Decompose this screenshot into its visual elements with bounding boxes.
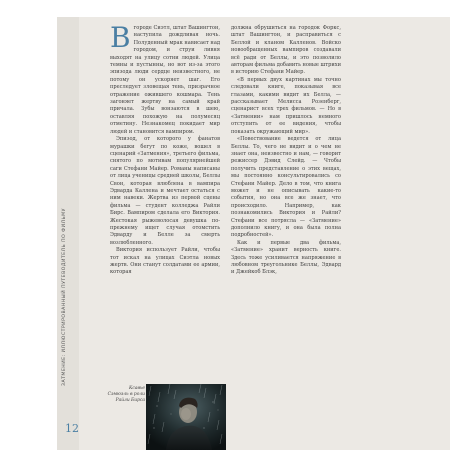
article-column-left: [110, 21, 220, 277]
paragraph-text: городе Сиэтл, штат Вашингтон, наступила дождливая ночь. Полуденный мрак нависает над городом, и струи ливня выходят на улицу сотни людей. Улица темны и пустынны, но вот из-за этого эпизода люди сердце неизвестного, не потому он ускоряет шаг. Его преследует зловещая тень, призрачное отражение ожившего кошмара. Тень загоняет жертву на самый край причала. Зубы вонзаются в шею, оставляя похожую на полумесяц отметину. Незнакомец покидает мир людей и становится вампиром.: [110, 25, 220, 135]
paragraph: «Повествование ведется от лица Беллы. То, чего не видит и о чем не знает она, неизвестно и нам, — говорит режиссер Дэвид Слейд. — Чтобы получить представление о этих вещах, мы постоянно консультировались со Стефани Майер. Дело в том, что книга может и не описывать какие-то события, но она все же знает, что происходило. Например, как познакомились Виктория и Райли? Стефани все потрясла — «Затмение» дополнило книгу, и она была полна подробностей».: [231, 136, 341, 239]
paragraph: Эпизод, от которого у фанатов мурашки бегут по коже, вошел в сценарий «Затмения», третьего фильма, снятого по мотивам популярнейшей саги Стефани Майер. Романы написаны от лица ученицы средней школы, Беллы Свон, которая влюблена в вампира Эдварда Каллена и мечтает остаться с ним навеки. Жертва из первой сцены фильма — студент колледжа Райли Бирс. Вампиром сделала его Виктория. Жестокая рыжеволосая девушка по-прежнему ищет случая отомстить Эдварду и Белле за смерть возлюбленного.: [110, 136, 220, 246]
drop-cap: В: [110, 21, 131, 54]
paragraph: «В первых двух картинах мы точно следовали книге, показывая все глазами, какими видит их Белла, — рассказывает Мелисса Розенберг, сценарист всех трех фильмов. — Но в «Затмении» нам пришлось немного отступить от ее видения, чтобы показать окружающий мир».: [231, 76, 341, 135]
article-column-right: [231, 25, 341, 277]
paragraph: Как и первые два фильма, «Затмение» хранит верность книге. Здесь тоже усиливается напряжение в любовном треугольнике Беллы, Эдвард и Джейкоб Блэк,: [231, 239, 341, 276]
page-spine: [57, 17, 79, 450]
running-head-text: ЗАТМЕНИЕ: ИЛЛЮСТРИРОВАННЫЙ ПУТЕВОДИТЕЛЬ ПО ФИЛЬМУ: [62, 208, 67, 386]
paragraph: Виктория использует Райли, чтобы тот искал на улицах Сиэтла новых жертв. Они станут солдатами ее армии, которая: [110, 247, 220, 276]
film-still-photo: [146, 384, 226, 450]
photo-caption: Ксавье Сэмюэль в роли Райли Бирса: [107, 386, 145, 403]
opening-paragraph: [110, 21, 220, 136]
rain-scene-illustration: [146, 384, 226, 450]
paragraph: должна обрушиться на городок Форкс, штат Вашингтон, и расправиться с Беллой и кланом Калленов. Войско новообращенных вампиров создавали всё ради от Беллы, и это позволило авторам фильма добавить новые штрихи в историю Стефани Майер.: [231, 25, 341, 76]
page-number: 12: [65, 422, 79, 435]
